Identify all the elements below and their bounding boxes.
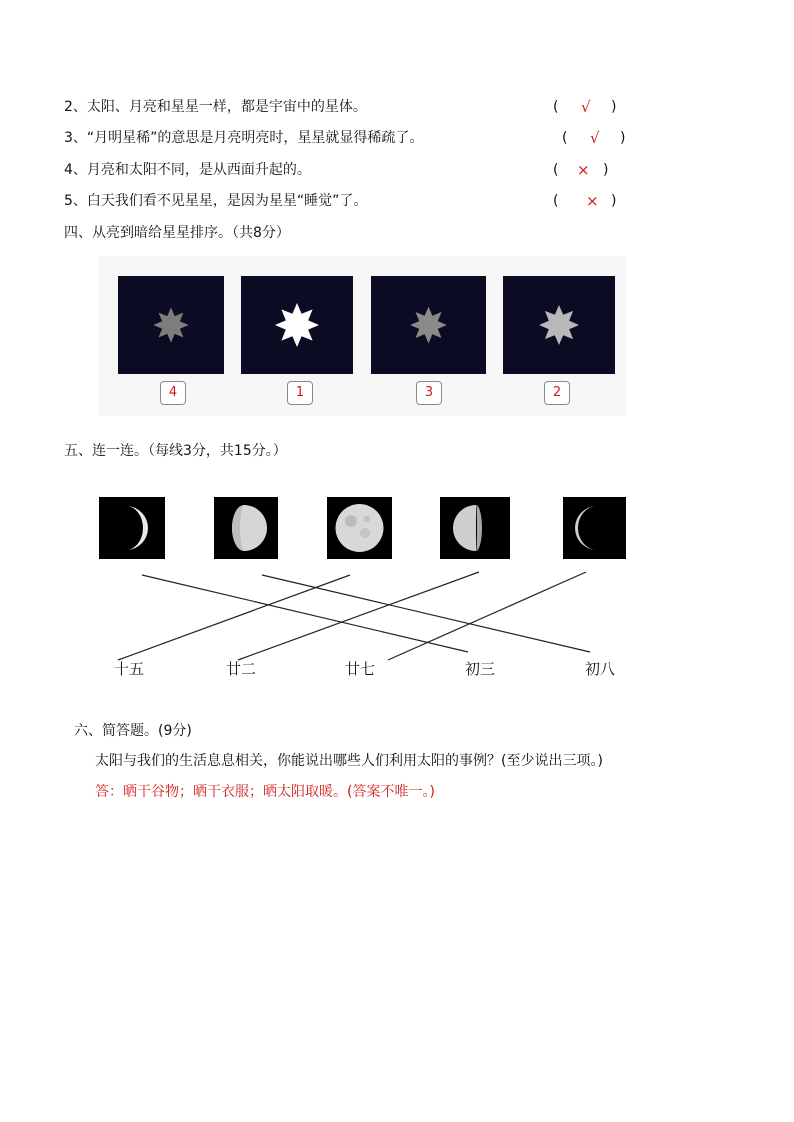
paren-open: ( — [553, 193, 559, 209]
paren-open: ( — [562, 130, 568, 146]
star-icon — [410, 307, 447, 344]
crescent-moon-icon — [126, 506, 148, 550]
day-label-22: 廿二 — [226, 660, 257, 678]
tf-item-2: 2、太阳、月亮和星星一样，都是宇宙中的星体。 — [64, 99, 367, 115]
moon-image-2 — [214, 497, 278, 559]
match-line — [262, 575, 590, 652]
tf-item-4: 4、月亮和太阳不同，是从西面升起的。 — [64, 162, 311, 178]
day-label-8: 初八 — [585, 660, 616, 678]
tf-item-3: 3、“月明星稀”的意思是月亮明亮时，星星就显得稀疏了。 — [64, 130, 424, 146]
paren-close: ) — [620, 130, 626, 146]
match-line — [388, 572, 586, 660]
half-moon-icon — [453, 505, 476, 551]
moon-image-4 — [440, 497, 510, 559]
star-image-1 — [118, 276, 224, 374]
paren-open: ( — [553, 162, 559, 178]
rank-box-4[interactable]: 2 — [544, 381, 570, 405]
answer-paren-3 — [562, 127, 632, 149]
rank-box-3[interactable]: 3 — [416, 381, 442, 405]
star-icon — [539, 305, 579, 345]
answer-text: 答：晒干谷物；晒干衣服；晒太阳取暖。(答案不唯一。) — [95, 784, 435, 800]
crescent-moon-icon — [575, 506, 597, 550]
check-mark: √ — [581, 98, 591, 116]
paren-close: ) — [611, 193, 617, 209]
paren-close: ) — [603, 162, 609, 178]
star-icon — [275, 303, 319, 347]
paren-close: ) — [611, 99, 617, 115]
tf-item-5: 5、白天我们看不见星星，是因为星星“睡觉”了。 — [64, 193, 368, 209]
rank-box-1[interactable]: 4 — [160, 381, 186, 405]
day-label-3: 初三 — [465, 660, 496, 678]
question-text: 太阳与我们的生活息息相关，你能说出哪些人们利用太阳的事例？(至少说出三项。) — [95, 753, 603, 769]
paren-open: ( — [553, 99, 559, 115]
section6-heading: 六、简答题。(9分) — [74, 723, 192, 739]
full-moon-icon — [336, 504, 384, 552]
match-line — [238, 572, 479, 660]
cross-mark: × — [577, 161, 590, 179]
star-image-2 — [241, 276, 353, 374]
day-label-27: 廿七 — [345, 660, 376, 678]
answer-paren-2 — [553, 96, 623, 118]
section5-heading: 五、连一连。（每线3分，共15分。） — [64, 443, 287, 459]
moon-image-1 — [99, 497, 165, 559]
match-line — [142, 575, 468, 652]
matching-lines — [0, 560, 794, 670]
match-line — [118, 575, 350, 660]
cross-mark: × — [586, 192, 599, 210]
section4-heading: 四、从亮到暗给星星排序。（共8分） — [64, 225, 290, 241]
day-label-15: 十五 — [114, 660, 145, 678]
moon-image-3 — [327, 497, 392, 559]
moon-image-5 — [563, 497, 626, 559]
answer-paren-5 — [553, 190, 623, 212]
star-panel — [98, 256, 626, 416]
star-icon — [153, 307, 188, 342]
rank-box-2[interactable]: 1 — [287, 381, 313, 405]
check-mark: √ — [590, 129, 600, 147]
answer-paren-4 — [553, 159, 623, 181]
star-image-3 — [371, 276, 486, 374]
star-image-4 — [503, 276, 615, 374]
